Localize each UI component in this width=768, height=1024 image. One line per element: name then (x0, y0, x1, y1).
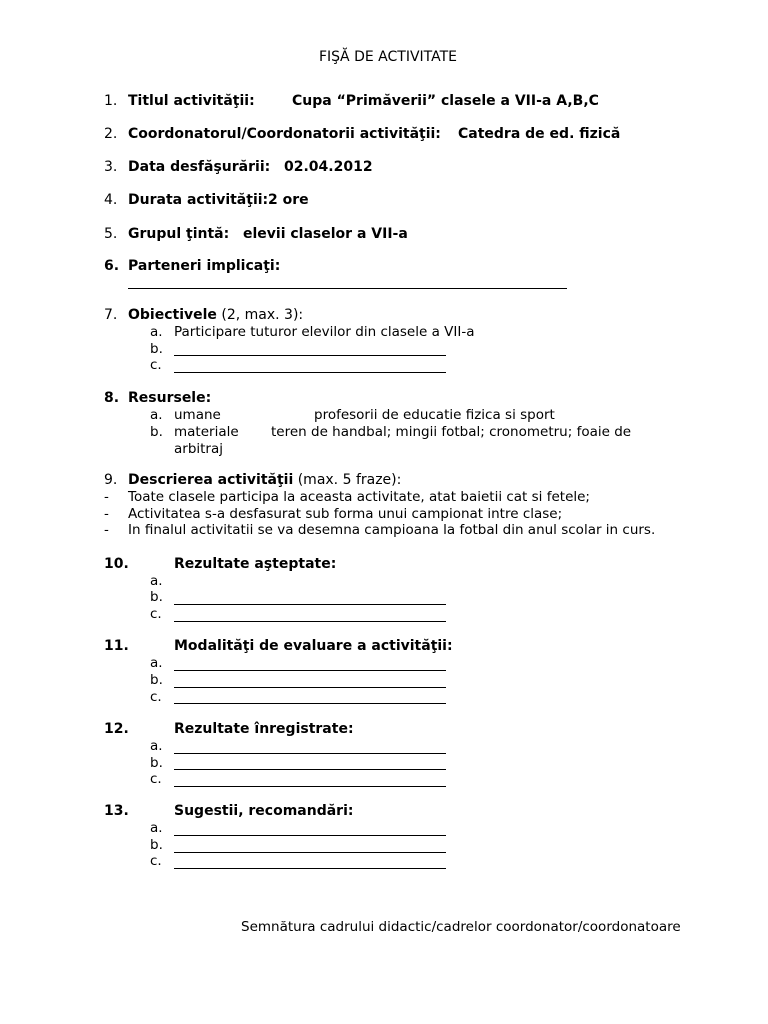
expected-c-blank[interactable] (174, 621, 446, 622)
item-number-10: 10. (104, 556, 129, 572)
description-line-2: Activitatea s-a desfasurat sub forma unui campionat intre clase; (128, 506, 563, 522)
resource-letter-a: a. (150, 407, 163, 423)
item-number-3: 3. (104, 159, 118, 175)
item-number-1: 1. (104, 93, 118, 109)
evaluation-methods-label: Modalităţi de evaluare a activităţii: (174, 638, 453, 654)
coordinators-label: Coordonatorul/Coordonatorii activităţii: (128, 126, 441, 142)
suggestions-letter-c: c. (150, 853, 162, 869)
description-dash-3: - (104, 522, 109, 538)
expected-letter-c: c. (150, 606, 162, 622)
evaluation-b-blank[interactable] (174, 687, 446, 688)
activity-title-label: Titlul activităţii: (128, 93, 255, 109)
suggestions-c-blank[interactable] (174, 868, 446, 869)
human-resources-label: umane (174, 407, 221, 423)
objective-c-blank[interactable] (174, 372, 446, 373)
recorded-letter-c: c. (150, 771, 162, 787)
suggestions-label: Sugestii, recomandări: (174, 803, 354, 819)
objective-letter-c: c. (150, 357, 162, 373)
item-number-9: 9. (104, 472, 118, 488)
target-group-value: elevii claselor a VII-a (243, 226, 408, 242)
partners-label: Parteneri implicaţi: (128, 258, 281, 274)
objective-a-text: Participare tuturor elevilor din clasele a VII-a (174, 324, 475, 340)
objective-letter-a: a. (150, 324, 163, 340)
evaluation-letter-b: b. (150, 672, 163, 688)
description-line-1: Toate clasele participa la aceasta activitate, atat baietii cat si fetele; (128, 489, 590, 505)
target-group-label: Grupul ţintă: (128, 226, 230, 242)
description-label: Descrierea activităţii (128, 472, 294, 488)
recorded-c-blank[interactable] (174, 786, 446, 787)
item-number-11: 11. (104, 638, 129, 654)
item-number-12: 12. (104, 721, 129, 737)
activity-title-value: Cupa “Primăverii” clasele a VII-a A,B,C (292, 93, 599, 109)
objective-letter-b: b. (150, 341, 163, 357)
date-value: 02.04.2012 (284, 159, 373, 175)
expected-results-label: Rezultate aşteptate: (174, 556, 337, 572)
description-dash-2: - (104, 506, 109, 522)
material-resources-value-cont: arbitraj (174, 441, 224, 457)
suggestions-letter-a: a. (150, 820, 163, 836)
item-number-8: 8. (104, 390, 120, 406)
coordinators-value: Catedra de ed. fizică (458, 126, 621, 142)
item-number-7: 7. (104, 307, 118, 323)
description-note: (max. 5 fraze): (297, 472, 402, 488)
item-number-6: 6. (104, 258, 120, 274)
recorded-b-blank[interactable] (174, 769, 446, 770)
suggestions-letter-b: b. (150, 837, 163, 853)
expected-letter-a: a. (150, 573, 163, 589)
item-number-13: 13. (104, 803, 129, 819)
evaluation-c-blank[interactable] (174, 703, 446, 704)
objectives-label: Obiectivele (128, 307, 217, 323)
suggestions-b-blank[interactable] (174, 852, 446, 853)
duration-value: 2 ore (268, 192, 309, 208)
objective-b-blank[interactable] (174, 355, 446, 356)
evaluation-letter-a: a. (150, 655, 163, 671)
evaluation-a-blank[interactable] (174, 670, 446, 671)
human-resources-value: profesorii de educatie fizica si sport (314, 407, 555, 423)
material-resources-label: materiale (174, 424, 239, 440)
resource-letter-b: b. (150, 424, 163, 440)
material-resources-value: teren de handbal; mingii fotbal; cronometru; foaie de (271, 424, 632, 440)
document-title: FIŞĂ DE ACTIVITATE (318, 49, 458, 65)
signature-caption: Semnătura cadrului didactic/cadrelor coordonator/coordonatoare (241, 919, 681, 935)
item-number-4: 4. (104, 192, 118, 208)
expected-b-blank[interactable] (174, 604, 446, 605)
description-line-3: In finalul activitatii se va desemna campioana la fotbal din anul scolar in curs. (128, 522, 656, 538)
item-number-5: 5. (104, 226, 118, 242)
resources-label: Resursele: (128, 390, 212, 406)
date-label: Data desfăşurării: (128, 159, 271, 175)
partners-blank-line[interactable] (128, 288, 567, 289)
description-dash-1: - (104, 489, 109, 505)
recorded-a-blank[interactable] (174, 753, 446, 754)
duration-label: Durata activităţii: (128, 192, 269, 208)
item-number-2: 2. (104, 126, 118, 142)
description-heading (128, 472, 401, 488)
recorded-results-label: Rezultate înregistrate: (174, 721, 354, 737)
recorded-letter-b: b. (150, 755, 163, 771)
suggestions-a-blank[interactable] (174, 835, 446, 836)
evaluation-letter-c: c. (150, 689, 162, 705)
objectives-heading (128, 307, 303, 323)
expected-letter-b: b. (150, 589, 163, 605)
objectives-note: (2, max. 3): (221, 307, 304, 323)
recorded-letter-a: a. (150, 738, 163, 754)
